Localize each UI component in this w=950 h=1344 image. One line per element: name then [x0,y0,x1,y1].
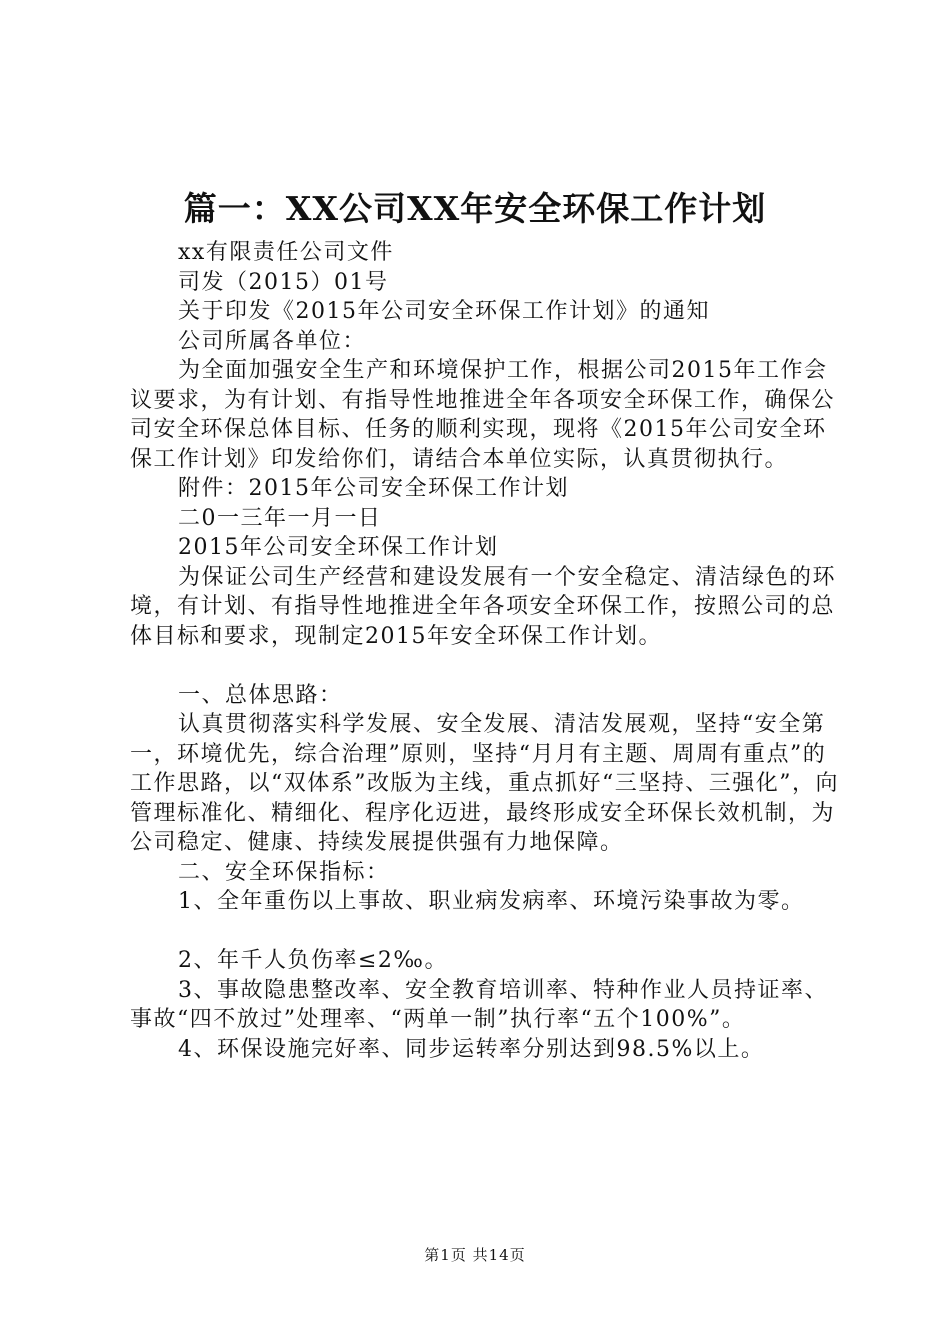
paragraph-notice-body: 为全面加强安全生产和环境保护工作，根据公司2015年工作会议要求，为有计划、有指导性地推进全年各项安全环保工作，确保公司安全环保总体目标、任务的顺利实现，现将《2015年公司安全环保工作计划》印发给你们，请结合本单位实际，认真贯彻执行。 [130,358,836,472]
paragraph-attachment: 附件：2015年公司安全环保工作计划 [178,476,569,501]
document-title: 篇一：XX公司XX年安全环保工作计划 [183,189,767,228]
paragraph-issuer: xx有限责任公司文件 [178,240,394,265]
paragraph-plan-intro: 为保证公司生产经营和建设发展有一个安全稳定、清洁绿色的环境，有计划、有指导性地推进全年各项安全环保工作，按照公司的总体目标和要求，现制定2015年安全环保工作计划。 [130,564,837,649]
paragraph-plan-title: 2015年公司安全环保工作计划 [178,535,499,560]
paragraph-doc-number: 司发（2015）01号 [178,269,389,295]
paragraph-date: 二0一三年一月一日 [178,505,382,531]
paragraph-notice-title: 关于印发《2015年公司安全环保工作计划》的通知 [178,299,710,324]
document-body [130,238,840,1064]
section-heading-1: 一、总体思路： [178,682,343,708]
list-item-3: 3、事故隐患整改率、安全教育培训率、特种作业人员持证率、事故“四不放过”处理率、“两单一制”执行率“五个100%”。 [130,977,828,1032]
list-item-1: 1、全年重伤以上事故、职业病发病率、环境污染事故为零。 [178,889,805,914]
paragraph-overall-approach: 认真贯彻落实科学发展、安全发展、清洁发展观，坚持“安全第一，环境优先，综合治理”原则，坚持“月月有主题、周周有重点”的工作思路，以“双体系”改版为主线，重点抓好“三坚持、三强化”，向管理标准化、精细化、程序化迈进，最终形成安全环保长效机制，为公司稳定、健康、持续发展提供强有力地保障。 [130,712,839,855]
paragraph-addressee: 公司所属各单位： [178,328,367,354]
page-footer: 第1页 共14页 [424,1246,526,1264]
section-heading-2: 二、安全环保指标： [178,859,390,885]
list-item-4: 4、环保设施完好率、同步运转率分别达到98.5%以上。 [178,1036,765,1062]
list-item-2: 2、年千人负伤率≤2‰。 [178,948,448,973]
